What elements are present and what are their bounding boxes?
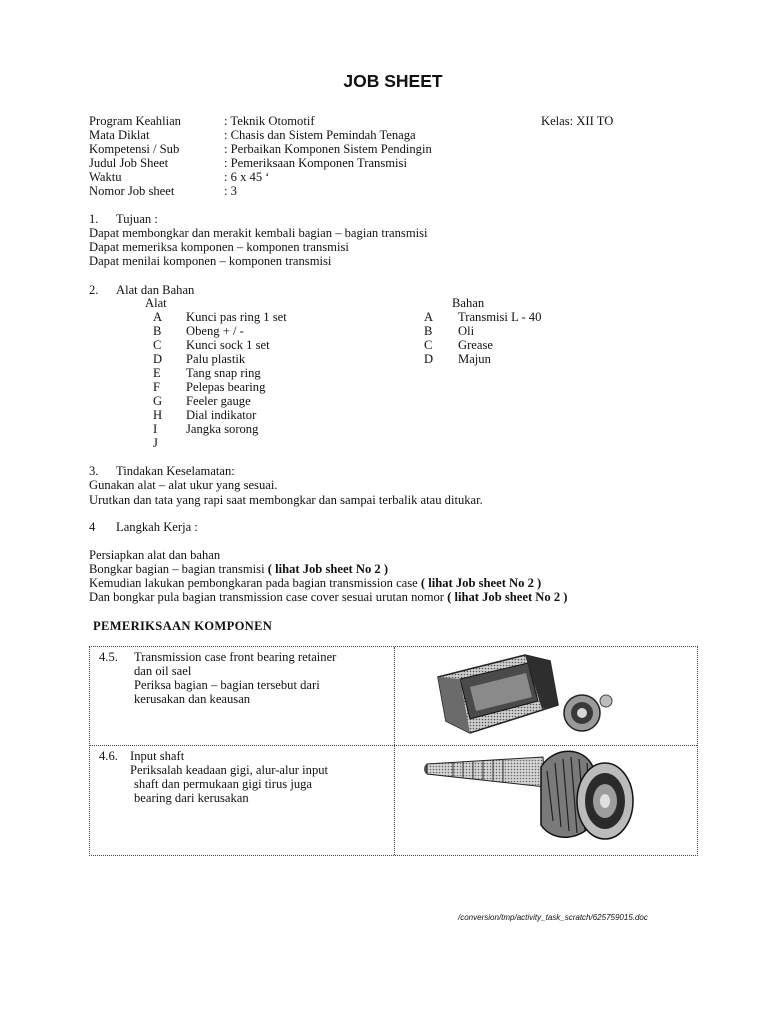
section-heading: Alat dan Bahan <box>116 283 195 297</box>
alat-item: Feeler gauge <box>186 394 251 408</box>
alat-letter: I <box>153 422 158 436</box>
langkah-text: Bongkar bagian – bagian transmisi <box>89 562 268 576</box>
tujuan-line: Dapat membongkar dan merakit kembali bagian – bagian transmisi <box>89 226 428 240</box>
row-title: dan oil sael <box>134 664 192 678</box>
section-heading: Tindakan Keselamatan: <box>116 464 235 478</box>
section-number: 3. <box>89 464 99 478</box>
alat-letter: C <box>153 338 162 352</box>
bahan-item: Majun <box>458 352 491 366</box>
bahan-letter: C <box>424 338 433 352</box>
tujuan-line: Dapat menilai komponen – komponen transmisi <box>89 254 332 268</box>
alat-item: Pelepas bearing <box>186 380 266 394</box>
langkah-ref: ( lihat Job sheet No 2 ) <box>267 562 389 576</box>
alat-letter: E <box>153 366 161 380</box>
row-description: bearing dari kerusakan <box>134 791 249 805</box>
bahan-letter: B <box>424 324 433 338</box>
bahan-item: Oli <box>458 324 475 338</box>
langkah-ref: ( lihat Job sheet No 2 ) <box>420 576 542 590</box>
row-description: Periksa bagian – bagian tersebut dari <box>134 678 320 692</box>
label-nomor-job-sheet: Nomor Job sheet <box>89 184 175 198</box>
row-number: 4.6. <box>99 749 118 763</box>
value-kompetensi: : Perbaikan Komponen Sistem Pendingin <box>224 142 432 156</box>
langkah-ref: ( lihat Job sheet No 2 ) <box>447 590 568 604</box>
row-title: Input shaft <box>130 749 185 763</box>
label-kompetensi: Kompetensi / Sub <box>89 142 180 156</box>
section-heading: Langkah Kerja : <box>116 520 198 534</box>
bahan-letter: D <box>424 352 434 366</box>
alat-item: Tang snap ring <box>186 366 261 380</box>
transmission-case-image <box>430 649 630 741</box>
alat-letter: G <box>153 394 163 408</box>
keselamatan-line: Gunakan alat – alat ukur yang sesuai. <box>89 478 278 492</box>
row-description: Periksalah keadaan gigi, alur-alur input <box>130 763 329 777</box>
langkah-text: Kemudian lakukan pembongkaran pada bagian transmission case <box>89 576 421 590</box>
alat-item: Kunci sock 1 set <box>186 338 270 352</box>
kelas-label: Kelas: XII TO <box>541 114 614 128</box>
value-judul-job-sheet: : Pemeriksaan Komponen Transmisi <box>224 156 407 170</box>
section-number: 2. <box>89 283 99 297</box>
value-mata-diklat: : Chasis dan Sistem Pemindah Tenaga <box>224 128 416 142</box>
page-title: JOB SHEET <box>343 71 443 91</box>
alat-letter: B <box>153 324 162 338</box>
alat-letter: F <box>153 380 161 394</box>
section-number: 1. <box>89 212 99 226</box>
row-title: Transmission case front bearing retainer <box>134 650 337 664</box>
pemeriksaan-heading: PEMERIKSAAN KOMPONEN <box>93 619 273 633</box>
alat-item: Jangka sorong <box>186 422 259 436</box>
alat-letter: J <box>153 436 158 450</box>
label-program-keahlian: Program Keahlian <box>89 114 181 128</box>
value-waktu: : 6 x 45 ‘ <box>224 170 270 184</box>
section-number: 4 <box>89 520 96 534</box>
langkah-text: Dan bongkar pula bagian transmission case cover sesuai urutan nomor <box>89 590 448 604</box>
value-nomor-job-sheet: : 3 <box>224 184 237 198</box>
pemeriksaan-table <box>89 646 698 856</box>
bahan-letter: A <box>424 310 434 324</box>
tujuan-line: Dapat memeriksa komponen – komponen transmisi <box>89 240 349 254</box>
keselamatan-line: Urutkan dan tata yang rapi saat membongkar dan sampai terbalik atau ditukar. <box>89 493 483 507</box>
bahan-label: Bahan <box>452 296 485 310</box>
label-judul-job-sheet: Judul Job Sheet <box>89 156 169 170</box>
footer-file-path: /conversion/tmp/activity_task_scratch/625759015.doc <box>458 913 648 922</box>
alat-item: Kunci pas ring 1 set <box>186 310 287 324</box>
input-shaft-image <box>423 747 638 853</box>
alat-label: Alat <box>145 296 167 310</box>
alat-item: Obeng + / - <box>186 324 244 338</box>
alat-letter: D <box>153 352 163 366</box>
langkah-line <box>89 562 388 576</box>
bahan-item: Transmisi L - 40 <box>458 310 542 324</box>
row-description: shaft dan permukaan gigi tirus juga <box>134 777 313 791</box>
section-heading: Tujuan : <box>116 212 158 226</box>
alat-item: Palu plastik <box>186 352 246 366</box>
value-program-keahlian: : Teknik Otomotif <box>224 114 315 128</box>
row-description: kerusakan dan keausan <box>134 692 251 706</box>
alat-letter: A <box>153 310 163 324</box>
table-column-divider <box>394 647 395 855</box>
label-mata-diklat: Mata Diklat <box>89 128 150 142</box>
row-number: 4.5. <box>99 650 118 664</box>
langkah-line: Persiapkan alat dan bahan <box>89 548 221 562</box>
langkah-line <box>89 576 541 590</box>
langkah-line <box>89 590 567 604</box>
alat-letter: H <box>153 408 163 422</box>
alat-item: Dial indikator <box>186 408 257 422</box>
bahan-item: Grease <box>458 338 493 352</box>
label-waktu: Waktu <box>89 170 122 184</box>
